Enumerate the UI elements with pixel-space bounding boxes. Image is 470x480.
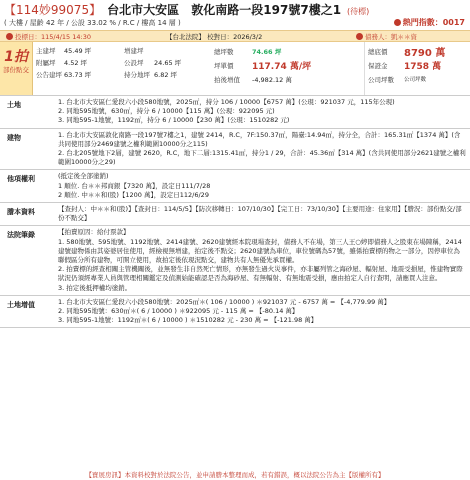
building-line-2: 2. 台北205號地下2層，建號 2620，R.C，地下二層:1315.41㎡，持分1 / 29，合計：45.36㎡【314 萬】(含共同使用部分2621建號之權利範圍10000分之29) [58,149,466,167]
rights-line-1: (抵定後全部塗銷) [58,172,109,181]
section-lvt [0,296,470,329]
land-line-3: 3. 同地595-1地號，1192㎡，持分 6 / 10000【230 萬】(公現：1510282 元) [58,116,290,125]
status-badge: (待標) [347,7,370,16]
added-label: 增建坪 [124,46,144,55]
notes-line-4: 3. 拍定後抵押權均塗銷。 [58,283,132,292]
section-building-label: 建物 [7,133,21,142]
total-area-value: 74.66 坪 [252,47,282,56]
gov-area-label: 公司坪數 [368,75,394,84]
section-land-label: 土地 [7,101,21,109]
unit-price-value: 117.74 萬/坪 [252,61,312,72]
title-row [4,0,466,17]
annex-label: 附屬坪 [36,58,56,67]
total-area-label: 總坪數 [214,47,234,56]
fire-icon [394,19,401,26]
section-seizure [0,203,470,226]
notes-line-1: 【拍賣原因：給付票款】 [58,228,130,237]
main-building-value: 45.49 坪 [64,46,92,55]
clock-icon [6,33,13,40]
auction-date-text: 投標日：115/4/15 14:30 [15,32,91,41]
court-info: 【台北法院】 校對日：2026/3/2 [166,32,263,41]
land-line-1: 1. 台北市大安區仁愛段六小段580地號，2025㎡，持分 106 / 10000【6757 萬】(公現：921037 元，115年公現) [58,98,395,106]
info-bar [0,30,470,42]
title-location: 台北市大安區 [107,3,180,17]
section-land [0,96,470,129]
seizure-line-1: 【查封人：中＊＊和(股)】【查封日：114/5/5】【防次移轉日：107/10/30】【完工日：73/10/30】【主要用途：住家用】【謄況：部份點交/部份不點交】 [58,205,462,223]
common-value: 63.73 坪 [64,70,92,79]
notes-line-3: 2. 拍賣標的經查相關主管機關後，並無發生非自然死亡情形，亦無發生過火災事件，亦非屬列管之海砂屋、輻射屋、地震受損屋，惟建物實際狀況仍須經專業人員與管理相關鑑定及偵測始能確認是否為海砂屋、有無輻射、有無地震受損，應由拍定人自行查明，請應買人注意。 [58,265,463,283]
bid-round: 1拍 [4,49,28,65]
summary-col-4 [364,42,470,95]
deposit-label: 保證金 [368,61,388,70]
lvt-label: 拍後增值 [214,75,240,84]
public-value: 24.65 坪 [154,58,182,67]
section-seizure-label: 謄本資料 [7,208,35,217]
common-label: 公告建坪 [36,70,62,79]
deposit-value: 1758 萬 [404,61,442,72]
user-icon [356,33,363,40]
land-share-label: 持分地坪 [124,70,150,79]
section-rights [0,170,470,203]
building-line-1: 1. 台北市大安區敦化南路一段197號7樓之1，建號 2414，R.C，7F:150.37㎡，陽臺:14.94㎡，持分全，合計：165.31㎡【1374 萬】(含共同使用部分2469建號之權利範圍10000分之115) [58,130,461,148]
debtor-text: 債務人：凱＊＊資 [365,32,417,41]
summary-col-2 [121,42,211,95]
section-rights-label: 他項權利 [7,175,35,184]
rights-line-2: 1 順位. 台＊＊邦商銀【7320 萬】，設定日111/7/28 [58,181,211,190]
land-line-2: 2. 同地595地號，630㎡，持分 6 / 10000【115 萬】(公現：922095 元) [58,107,275,116]
summary-col-1 [33,42,121,95]
lvt-line-3: 3. 同地595-1地號：1192㎡＊( 6 / 10000 ) ＊1510282 元 - 230 萬 = 【-121.98 萬】 [58,316,318,325]
public-label: 公設坪 [124,58,144,67]
auction-date [0,32,160,41]
hot-index-text: 熱門指數：0017 [402,18,465,27]
section-building [0,129,470,171]
gov-area-value: 公司坪數 [404,77,427,83]
section-notes-label: 法院筆錄 [7,231,35,240]
summary-panel [0,42,470,96]
annex-value: 4.52 坪 [64,58,88,67]
land-share-value: 6.82 坪 [154,70,178,79]
page-title [107,1,341,18]
debtor-info [350,32,470,41]
title-address: 敦化南路一段197號7樓之1 [191,3,342,17]
lvt-value: -4,982.12 萬 [252,75,292,84]
lvt-line-2: 2. 同地595地號：630㎡＊( 6 / 10000 ) ＊922095 元 - 115 萬 = 【-80.14 萬】 [58,307,299,316]
base-price-value: 8790 萬 [404,47,446,59]
notes-line-2: 1. 580地號、595地號、1192地號、2414建號、2620建號經本院現場查封，債務人不在場，第三人王○婷即債務人之股東在場陳稱，2414建號建物係由其姿婆居住使用，經檢視無增建，拍定後不點交；2620建號為車位，車位號碼為57號，雖係拍賣標的物之一部分，因停車位為聯假區分所有建物，可開立使用，故拍定後依現況點交，建物共有人無優先承買權。 [58,237,462,265]
footer-note: 【寶展房訊】本資料校對於法院公告，並申請謄本整理而成，若有錯誤，概以法院公告為主【版權所有】 [0,470,470,480]
section-lvt-label: 土地增值 [7,300,35,309]
lvt-line-1: 1. 台北市大安區仁愛段六小段580地號：2025㎡＊( 106 / 10000 ) ＊921037 元 - 6757 萬 = 【-4,779.99 萬】 [58,297,391,306]
bid-round-box [0,42,33,95]
summary-col-3 [211,42,364,95]
section-notes [0,226,470,295]
bid-note: 部份點交 [3,66,29,74]
unit-price-label: 坪單價 [214,61,234,70]
rights-line-3: 2 順位. 中＊＊和(股)【1200 萬】，設定日112/6/29 [58,190,209,199]
base-price-label: 總底價 [368,47,388,56]
property-subtitle: ( 大樓 / 屋齡 42 年 / 公設 33.02 % / R.C / 樓高 14 層 ) [4,19,181,27]
hot-index [394,17,465,28]
main-building-label: 主建坪 [36,46,56,55]
case-id: 【114妙99075】 [4,3,102,17]
header [0,0,470,30]
